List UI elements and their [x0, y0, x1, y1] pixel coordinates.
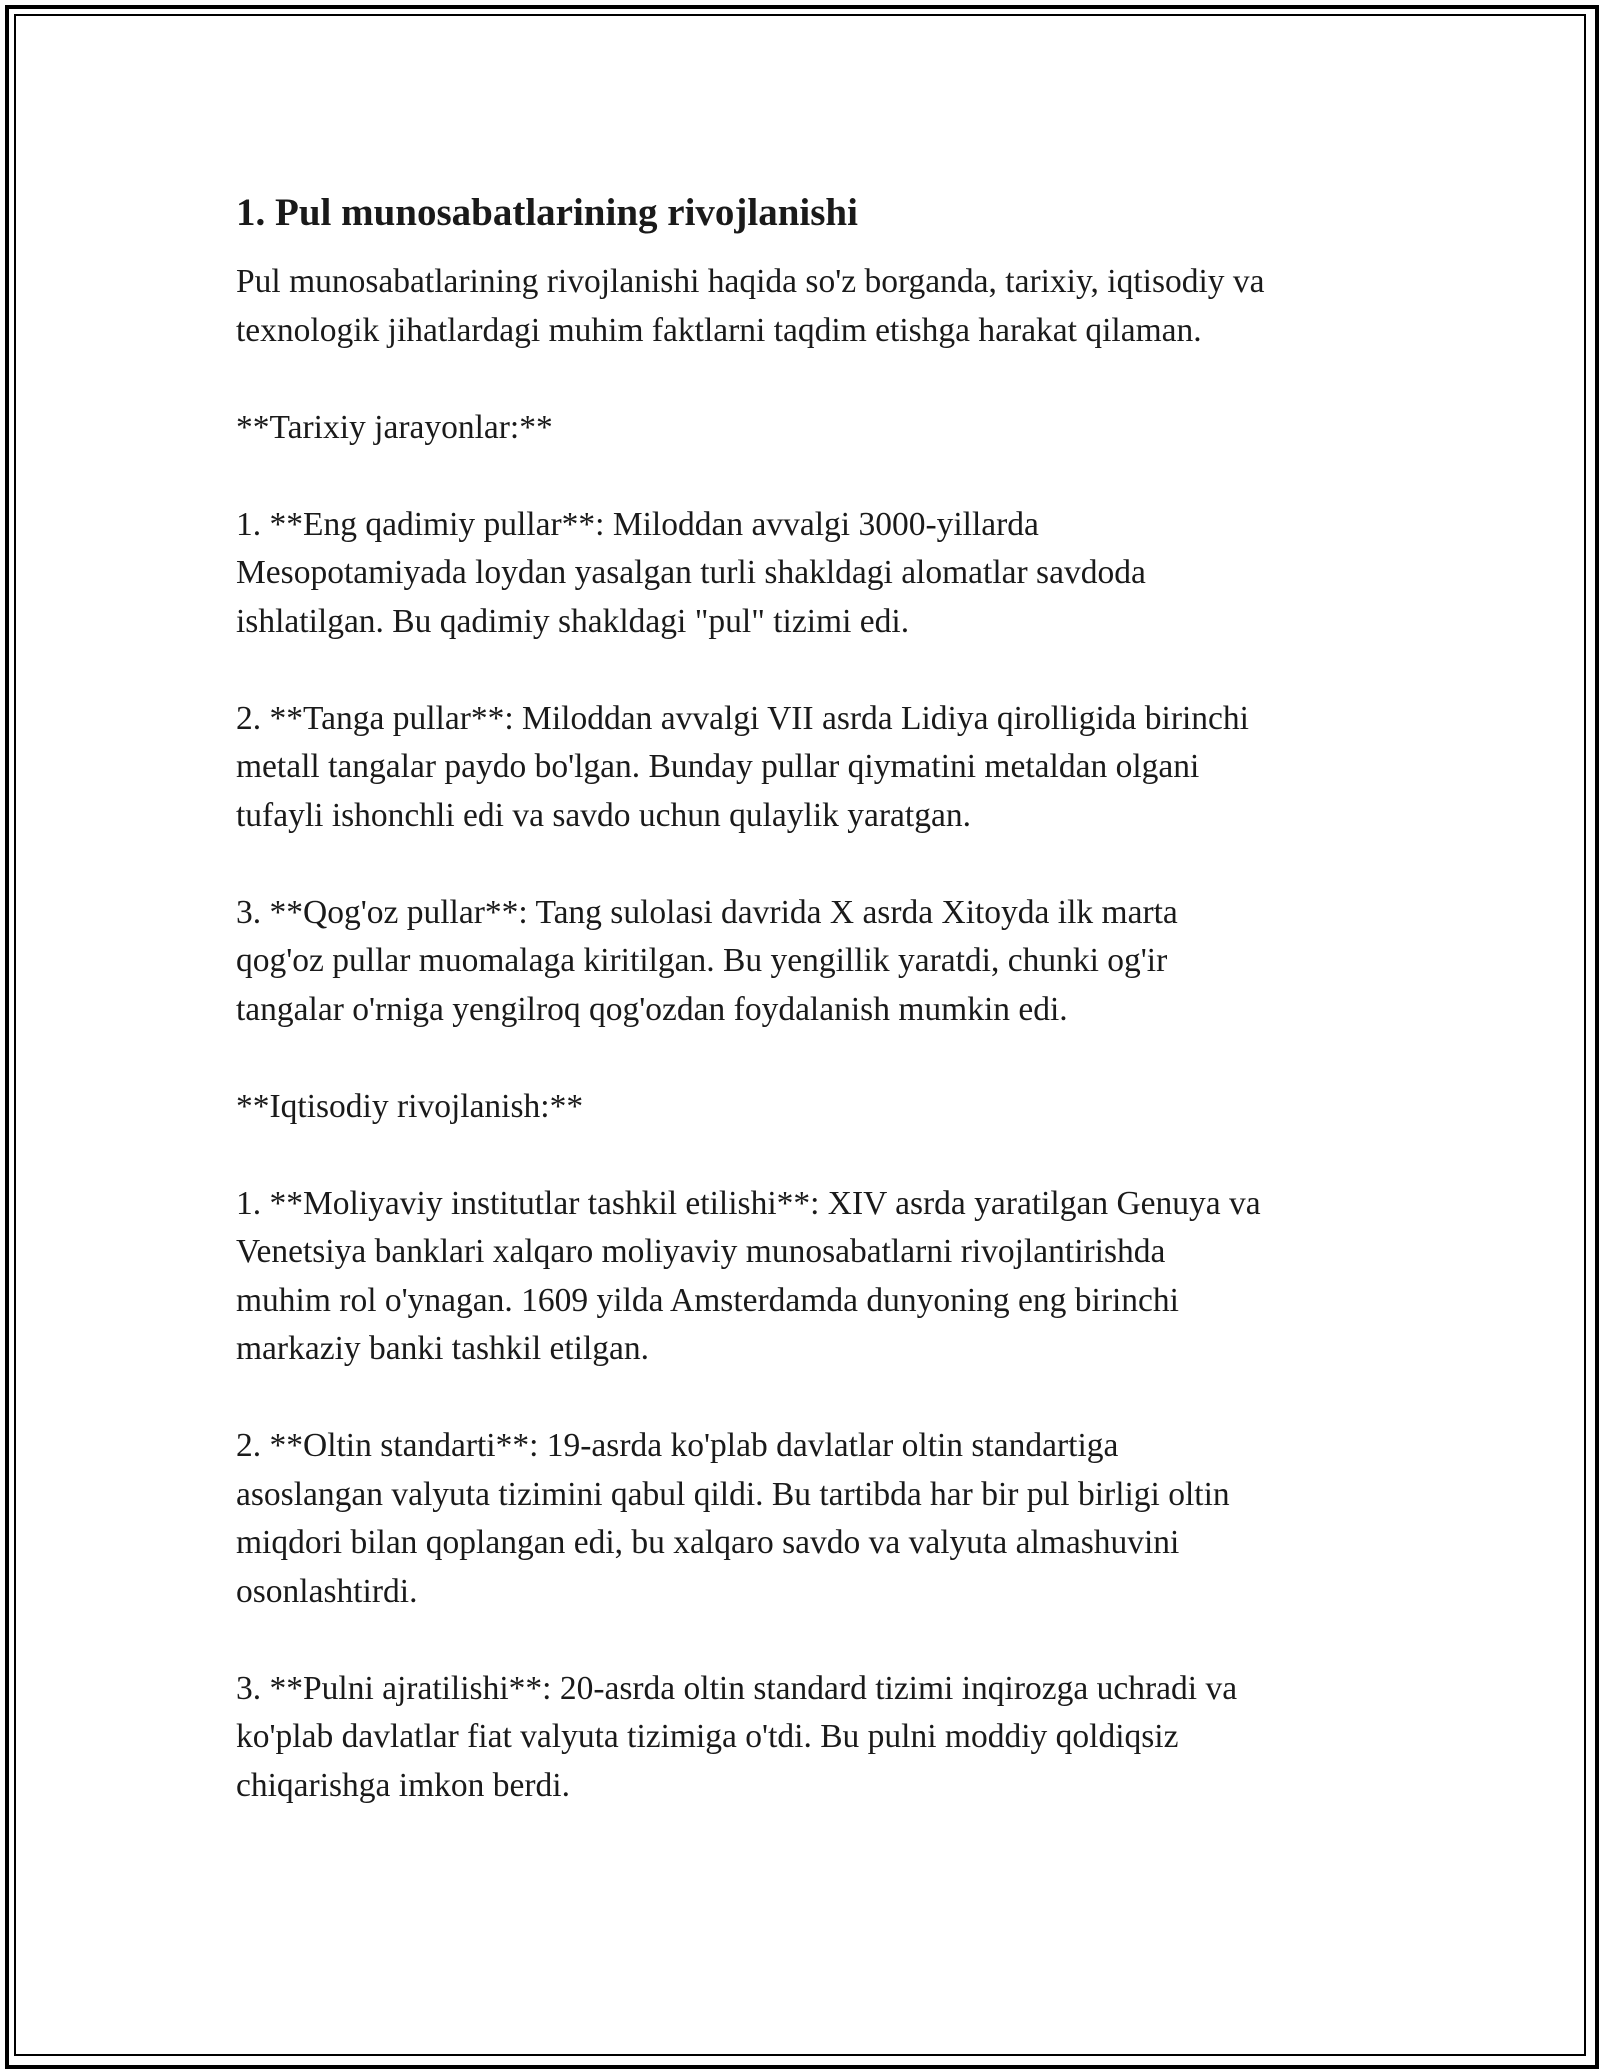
document-body: [236, 188, 1376, 1859]
list-item-history-3: [236, 889, 1376, 1035]
list-item-line: ko'plab davlatlar fiat valyuta tizimiga o'tdi. Bu pulni moddiy qoldiqsiz: [236, 1718, 1179, 1755]
intro-line: texnologik jihatlardagi muhim faktlarni taqdim etishga harakat qilaman.: [236, 311, 1202, 349]
list-item-line: 3. **Qog'oz pullar**: Tang sulolasi davrida X asrda Xitoyda ilk marta: [236, 893, 1178, 931]
list-item-line: osonlashtirdi.: [236, 1572, 418, 1610]
list-item-line: 2. **Tanga pullar**: Miloddan avvalgi VII asrda Lidiya qirolligida birinchi: [236, 699, 1249, 737]
list-item-line: asoslangan valyuta tizimini qabul qildi. Bu tartibda har bir pul birligi oltin: [236, 1475, 1230, 1513]
section-heading-history: [236, 404, 1376, 453]
list-item-line: metall tangalar paydo bo'lgan. Bunday pullar qiymatini metaldan olgani: [236, 748, 1200, 785]
list-item-line: muhim rol o'ynagan. 1609 yilda Amsterdamda dunyoning eng birinchi: [236, 1281, 1179, 1319]
list-item-line: 1. **Moliyaviy institutlar tashkil etilishi**: XIV asrda yaratilgan Genuya va: [236, 1184, 1261, 1222]
intro-paragraph: [236, 258, 1376, 355]
list-item-line: 3. **Pulni ajratilishi**: 20-asrda oltin standard tizimi inqirozga uchradi va: [236, 1669, 1238, 1707]
list-item-history-2: [236, 695, 1376, 841]
list-item-line: Venetsiya banklari xalqaro moliyaviy munosabatlarni rivojlantirishda: [236, 1233, 1166, 1270]
section-heading-text: **Iqtisodiy rivojlanish:**: [236, 1087, 584, 1125]
list-item-line: Mesopotamiyada loydan yasalgan turli shakldagi alomatlar savdoda: [236, 554, 1146, 591]
intro-line: Pul munosabatlarining rivojlanishi haqida so'z borganda, tarixiy, iqtisodiy va: [236, 263, 1265, 300]
list-item-line: tufayli ishonchli edi va savdo uchun qulaylik yaratgan.: [236, 796, 971, 834]
list-item-line: ishlatilgan. Bu qadimiy shakldagi "pul" tizimi edi.: [236, 602, 910, 640]
list-item-line: 1. **Eng qadimiy pullar**: Miloddan avvalgi 3000-yillarda: [236, 505, 1039, 543]
list-item-economy-2: [236, 1422, 1376, 1616]
section-heading-economy: [236, 1083, 1376, 1132]
list-item-economy-3: [236, 1665, 1376, 1811]
list-item-line: qog'oz pullar muomalaga kiritilgan. Bu yengillik yaratdi, chunki og'ir: [236, 942, 1168, 979]
list-item-line: miqdori bilan qoplangan edi, bu xalqaro savdo va valyuta almashuvini: [236, 1524, 1180, 1561]
list-item-history-1: [236, 501, 1376, 647]
list-item-line: chiqarishga imkon berdi.: [236, 1766, 570, 1804]
list-item-line: tangalar o'rniga yengilroq qog'ozdan foydalanish mumkin edi.: [236, 990, 1068, 1028]
list-item-line: 2. **Oltin standarti**: 19-asrda ko'plab davlatlar oltin standartiga: [236, 1427, 1119, 1464]
document-title: 1. Pul munosabatlarining rivojlanishi: [236, 191, 858, 234]
list-item-line: markaziy banki tashkil etilgan.: [236, 1330, 650, 1367]
list-item-economy-1: [236, 1180, 1376, 1374]
section-heading-text: **Tarixiy jarayonlar:**: [236, 408, 553, 446]
